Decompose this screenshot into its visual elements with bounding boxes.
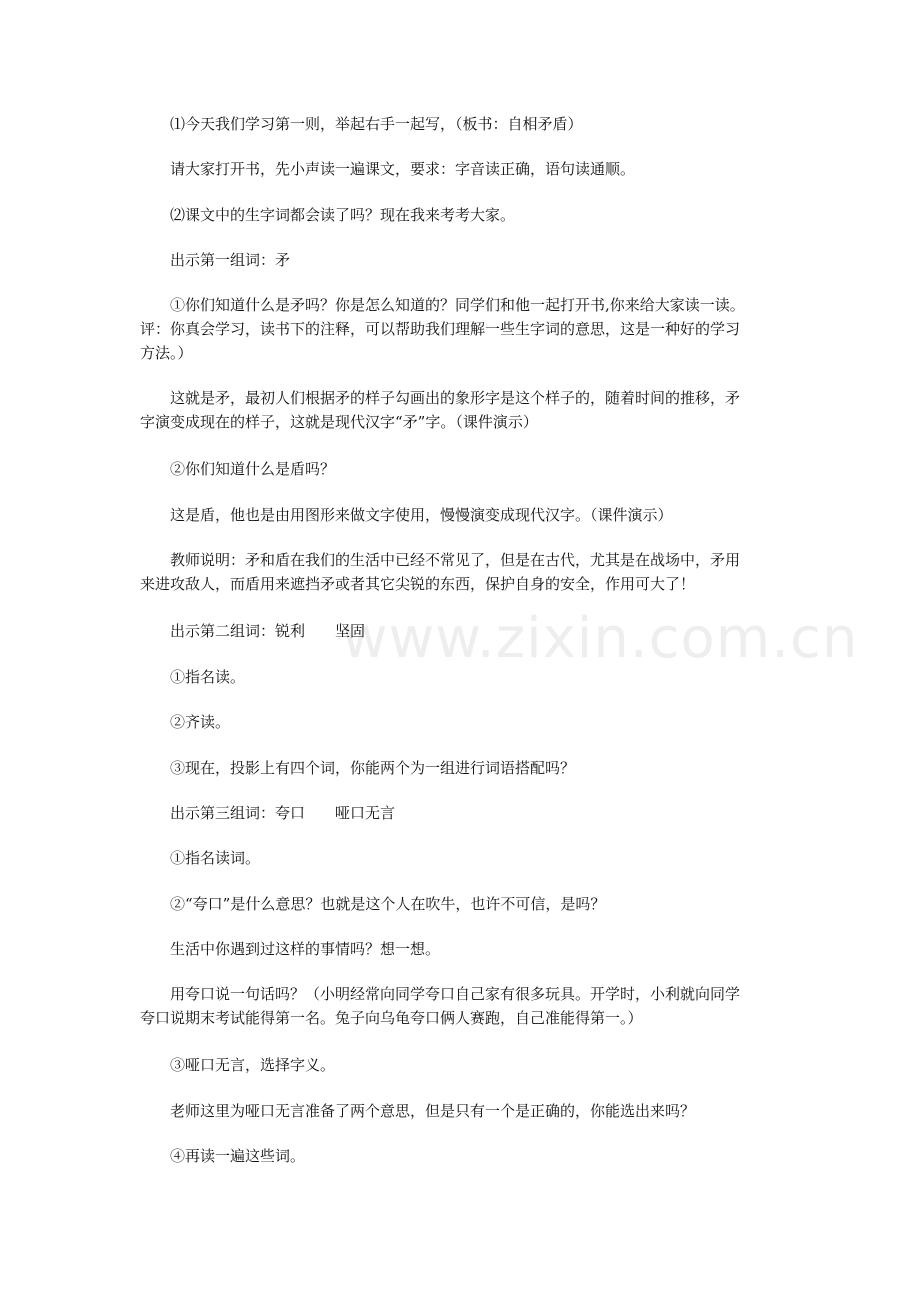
document-page [140,0,859,1302]
paragraph-line: ①指名读词。 [170,849,261,867]
paragraph-line: 这是盾，他也是由用图形来做文字使用，慢慢演变成现代汉字。（课件演示） [170,506,673,524]
paragraph-line: ③哑口无言，选择字义。 [170,1056,336,1074]
paragraph-line: 评：你真会学习，读书下的注释，可以帮助我们理解一些生字词的意思，这是一种好的学习 [140,320,741,338]
paragraph [140,293,788,365]
paragraph [140,386,788,434]
paragraph [140,248,788,272]
paragraph [140,548,788,596]
paragraph [140,503,788,527]
paragraph-line: ②你们知道什么是盾吗？ [170,460,336,478]
paragraph-line: ②齐读。 [170,713,231,731]
paragraph-line: 生活中你遇到过这样的事情吗？想一想。 [170,940,441,958]
paragraph-line: ⑵课文中的生字词都会读了吗？现在我来考考大家。 [170,206,516,224]
paragraph [140,1053,788,1077]
paragraph [140,710,788,734]
paragraph-line: 出示第二组词：锐利 坚固 [170,622,366,640]
paragraph-line: 方法。） [140,344,193,362]
paragraph-line: ②“夸口”是什么意思？也就是这个人在吹牛，也许不可信，是吗？ [170,895,606,913]
paragraph [140,756,788,780]
paragraph-line: ⑴今天我们学习第一则，举起右手一起写，（板书：自相矛盾） [170,115,583,133]
paragraph [140,801,788,825]
paragraph-line: 老师这里为哑口无言准备了两个意思，但是只有一个是正确的，你能选出来吗？ [170,1102,696,1120]
paragraph [140,112,788,136]
paragraph-line: ④再读一遍这些词。 [170,1147,306,1165]
paragraph [140,937,788,961]
paragraph [140,457,788,481]
paragraph [140,157,788,181]
paragraph [140,203,788,227]
paragraph [140,665,788,689]
paragraph-line: 来进攻敌人，而盾用来遮挡矛或者其它尖锐的东西，保护自身的安全，作用可大了！ [140,575,696,593]
paragraph-line: 出示第三组词：夸口 哑口无言 [170,804,396,822]
paragraph-line: 这就是矛，最初人们根据矛的样子勾画出的象形字是这个样子的，随着时间的推移，矛 [170,389,741,407]
paragraph [140,619,788,643]
paragraph [140,892,788,916]
paragraph-line: 夸口说期末考试能得第一名。兔子向乌龟夸口俩人赛跑，自己准能得第一。） [140,1009,643,1027]
watermark-text: www.zixin.com.cn [341,606,859,671]
paragraph [140,1099,788,1123]
paragraph-line: ③现在，投影上有四个词，你能两个为一组进行词语搭配吗？ [170,759,576,777]
paragraph [140,982,788,1030]
paragraph-line: ①你们知道什么是矛吗？你是怎么知道的？同学们和他一起打开书,你来给大家读一读。 [170,296,745,314]
paragraph-line: 用夸口说一句话吗？（小明经常向同学夸口自己家有很多玩具。开学时，小利就向同学 [170,985,741,1003]
paragraph-line: 教师说明：矛和盾在我们的生活中已经不常见了，但是在古代，尤其是在战场中，矛用 [170,551,741,569]
paragraph [140,846,788,870]
paragraph-line: 出示第一组词：矛 [170,251,291,269]
paragraph-line: 字演变成现在的样子，这就是现代汉字“矛”字。（课件演示） [140,413,538,431]
paragraph [140,1144,788,1168]
paragraph-line: 请大家打开书，先小声读一遍课文，要求：字音读正确，语句读通顺。 [170,160,636,178]
paragraph-line: ①指名读。 [170,668,246,686]
